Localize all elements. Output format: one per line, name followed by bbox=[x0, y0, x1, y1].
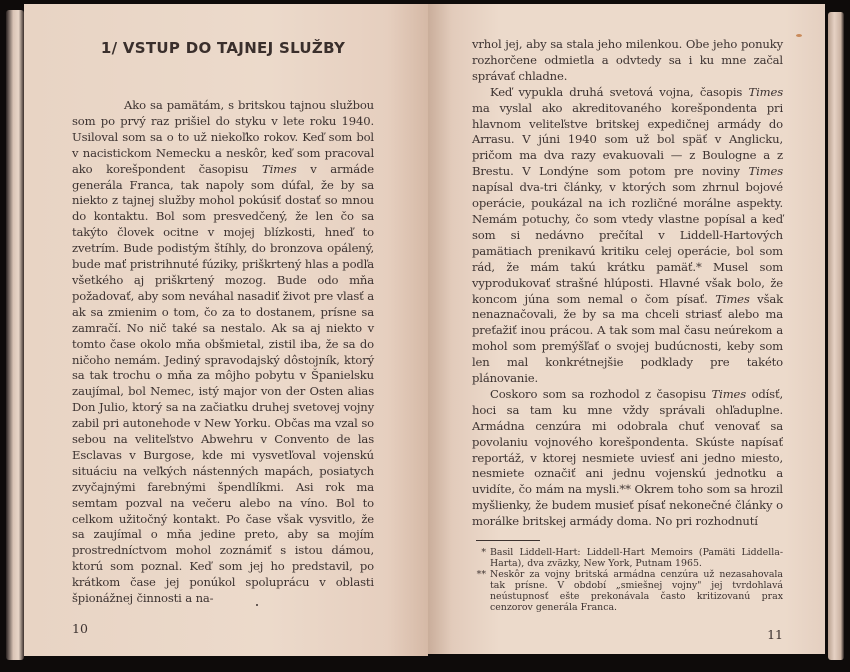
paragraph: Keď vypukla druhá svetová vojna, časopis Times ma vyslal ako akreditovaného korešpondenta pri hlavnom veliteľstve britskej expedičnej armády do Arrasu. V júni 1940 som už bol späť v Anglicku, pričom ma dva razy evakuovali — z Boulogne a z Brestu. V Londýne som potom pre noviny Times napísal dva-tri články, v ktorých som zhrnul bojové operácie, poukázal na ich rozličné morálne aspekty. Nemám potuchy, čo som vtedy vlastne popísal a keď som si nedávno prečítal v Liddell-Hartových pamätiach prenikavú kritiku celej operácie, bol som rád, že mám takú krátku pamäť.* Musel som vyprodukovať strašné hlúposti. Hlavné však bolo, že koncom júna som nemal o čom písať. Times však nenaznačovali, že by sa ma chceli striasť alebo ma preťažiť inou prácou. A tak som mal času neúrekom a mohol som premýšľať o svojej budúcnosti, keby som len mal konkrétnejšie podklady pre takéto plánovanie. bbox=[472, 84, 784, 386]
right-page bbox=[428, 4, 825, 654]
chapter-title: 1/ VSTUP DO TAJNEJ SLUŽBY bbox=[100, 39, 346, 57]
paragraph: Ako sa pamätám, s britskou tajnou službou som po prvý raz prišiel do styku v lete roku 1940. Usiloval som sa o to už niekoľko rokov. Keď som bol v nacistickom Nemecku a neskôr, keď som pracoval ako korešpondent časopisu Times v armáde generála Franca, tak napoly som dúfal, že by sa niekto z tajnej služby mohol pokúsiť dostať so mnou do kontaktu. Bol som presvedčený, že len čo sa takýto človek ocitne v mojej blízkosti, hneď to zvetrím. Bude podistým štíhly, do bronzova opálený, bude mať pristrihnuté fúziky, priškrtený hlas a podľa všetkého aj priškrtený mozog. Bude odo mňa požadovať, aby som neváhal nasadiť život pre vlasť a ak sa zmienim o tom, čo za to dostanem, prísne sa zamračí. No nič také sa nestalo. Ak sa aj niekto v tomto čase okolo mňa obšmietal, zistil iba, že sa do ničoho nemám. Jediný spravodajský dôstojník, ktorý sa tak trochu o mňa za môjho pobytu v Španielsku zaujímal, bol Nemec, istý major von der Osten alias Don Julio, ktorý sa na začiatku druhej svetovej vojny zabil pri autonehode v New Yorku. Občas ma vzal so sebou na veliteľstvo Abwehru v Convento de las Esclavas v Burgose, kde mi vysvetľoval vojenskú situáciu na veľkých nástenných mapách, posiatych zvyčajnými farebnými špendlíkmi. Asi rok ma semtam pozval na večeru alebo na víno. Bol to celkom užitočný kontakt. Po čase však vysvitlo, že sa zaujímal o mňa jedine preto, aby sa mojím prostredníctvom mohol zoznámiť s istou dámou, ktorú som poznal. Keď som jej ho predstavil, po krátkom čase jej ponúkol spoluprácu v oblasti špionážnej činnosti a na- bbox=[72, 98, 375, 606]
paragraph: vrhol jej, aby sa stala jeho milenkou. Obe jeho ponuky rozhorčene odmietla a odvtedy sa i ku mne začal správať chladne. bbox=[472, 37, 783, 83]
book-edge-right bbox=[828, 12, 844, 660]
right-page-body bbox=[472, 37, 783, 530]
italic-times: Times bbox=[262, 161, 297, 176]
footnote: * Basil Liddell-Hart: Liddell-Hart Memoirs (Pamäti Liddella-Harta), dva zväzky, New York, Putnam 1965. bbox=[481, 547, 783, 570]
paper-speck bbox=[256, 604, 258, 606]
page-number-right: 11 bbox=[767, 627, 783, 643]
paragraph: Coskoro som sa rozhodol z časopisu Times odísť, hoci sa tam ku mne vždy správali ohľaduplne. Armádna cenzúra mi odobrala chuť venovať sa povolaniu vojnového korešpondenta. Skúste napísať reportáž, v ktorej nesmiete uviesť ani jedno miesto, nesmiete označiť ani jednu vojenskú jednotku a uvidíte, čo mám na mysli.** Okrem toho som sa hrozil myšlienky, že budem musieť písať nekonečné články o morálke britskej armády doma. No pri rozhodnutí bbox=[472, 386, 784, 529]
left-page-body bbox=[72, 98, 374, 607]
page-number-left: 10 bbox=[72, 621, 88, 636]
paper-stain bbox=[796, 34, 802, 37]
footnote-rule bbox=[476, 540, 540, 541]
left-page bbox=[24, 4, 428, 656]
footnote: ** Neskôr za vojny britská armádna cenzúra už nezasahovala tak prísne. V období „smiešnej vojny" jej tvrdohlavá neústupnosť ešte prekonávala často kritizovanú prax cenzorov generála Franca. bbox=[476, 569, 783, 614]
footnotes bbox=[472, 547, 783, 613]
book-edge-left bbox=[6, 10, 24, 660]
